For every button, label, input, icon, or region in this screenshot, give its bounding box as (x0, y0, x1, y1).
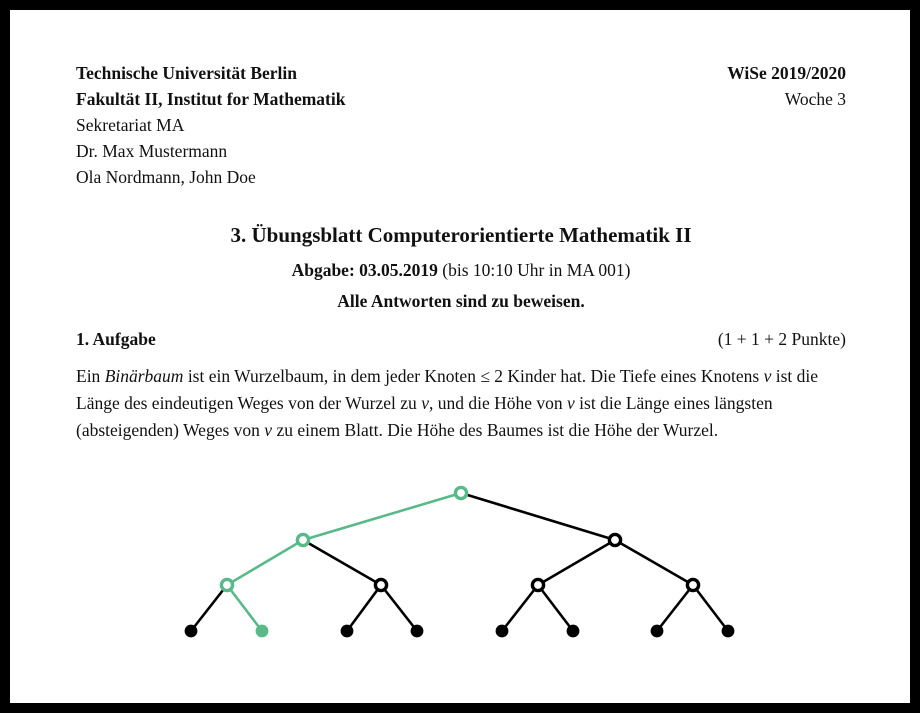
tree-node-L (297, 534, 308, 545)
tree-edge-RL-RLL (502, 585, 538, 631)
deadline-details: (bis 10:10 Uhr in MA 001) (437, 260, 631, 280)
tree-edge-RR-RRL (657, 585, 693, 631)
tree-node-LLL (185, 625, 198, 638)
proof-note: Alle Antworten sind zu beweisen. (337, 291, 585, 311)
tree-edge-R-RR (615, 540, 693, 585)
tree-edge-LL-LLL (191, 585, 227, 631)
tree-edge-LR-LRR (381, 585, 417, 631)
tree-edge-L-LL (227, 540, 303, 585)
tree-node-RRL (651, 625, 664, 638)
tree-node-root (455, 487, 466, 498)
paragraph-segment-italic: v (421, 393, 429, 413)
lecturer-name: Dr. Max Mustermann (76, 141, 228, 161)
exercise-label: 1. Aufgabe (76, 329, 156, 349)
exercise-heading-row (76, 326, 846, 352)
header (76, 60, 846, 190)
paragraph-segment: , und die Höhe von (428, 393, 568, 413)
paragraph-segment-italic: v (567, 393, 575, 413)
tree-edge-RR-RRR (693, 585, 728, 631)
paragraph-segment: ist die Länge eines längsten (absteigenden) Weges von (76, 393, 773, 440)
deadline-date: Abgabe: 03.05.2019 (291, 260, 438, 280)
paragraph-segment-italic: Binärbaum (104, 366, 184, 386)
tree-edge-LR-LRL (347, 585, 381, 631)
tree-node-LLR (256, 625, 269, 638)
paragraph-segment-italic: v (264, 420, 273, 440)
faculty-name: Fakultät II, Institut for Mathematik (76, 89, 346, 109)
assistants-names: Ola Nordmann, John Doe (76, 167, 256, 187)
tree-node-RLR (567, 625, 580, 638)
tree-node-LL (221, 579, 232, 590)
paragraph-segment: zu einem Blatt. Die Höhe des Baumes ist die Höhe der Wurzel. (272, 420, 719, 440)
tree-node-LRL (341, 625, 354, 638)
paragraph-segment-italic: v (763, 366, 772, 386)
page-content (10, 10, 910, 444)
title-block (76, 220, 846, 314)
tree-edge-root-R (461, 493, 615, 540)
tree-node-LR (375, 579, 386, 590)
paragraph-segment: ist die Länge des eindeutigen Weges von der Wurzel zu (76, 366, 819, 413)
sheet-title: 3. Übungsblatt Computerorientierte Mathematik II (230, 223, 692, 247)
paragraph-segment: Ein (76, 366, 105, 386)
tree-node-RLL (496, 625, 509, 638)
tree-edge-R-RL (538, 540, 615, 585)
semester-label: WiSe 2019/2020 (727, 63, 846, 83)
tree-node-R (609, 534, 620, 545)
week-label: Woche 3 (784, 89, 846, 109)
deadline-line (76, 257, 846, 283)
university-name: Technische Universität Berlin (76, 63, 298, 83)
exercise-paragraph (76, 363, 846, 444)
tree-edge-L-LR (303, 540, 381, 585)
tree-edge-root-L (303, 493, 461, 540)
secretariat: Sekretariat MA (76, 115, 185, 135)
tree-edge-LL-LLR (227, 585, 262, 631)
tree-edge-RL-RLR (538, 585, 573, 631)
tree-node-RRR (722, 625, 735, 638)
exercise-points: (1 + 1 + 2 Punkte) (717, 329, 846, 349)
header-right (727, 60, 846, 112)
tree-node-LRR (411, 625, 424, 638)
header-left (76, 60, 345, 190)
tree-node-RR (687, 579, 698, 590)
paragraph-segment: ist ein Wurzelbaum, in dem jeder Knoten ≤ 2 Kinder hat. Die Tiefe eines Knotens (183, 366, 764, 386)
tree-node-RL (532, 579, 543, 590)
